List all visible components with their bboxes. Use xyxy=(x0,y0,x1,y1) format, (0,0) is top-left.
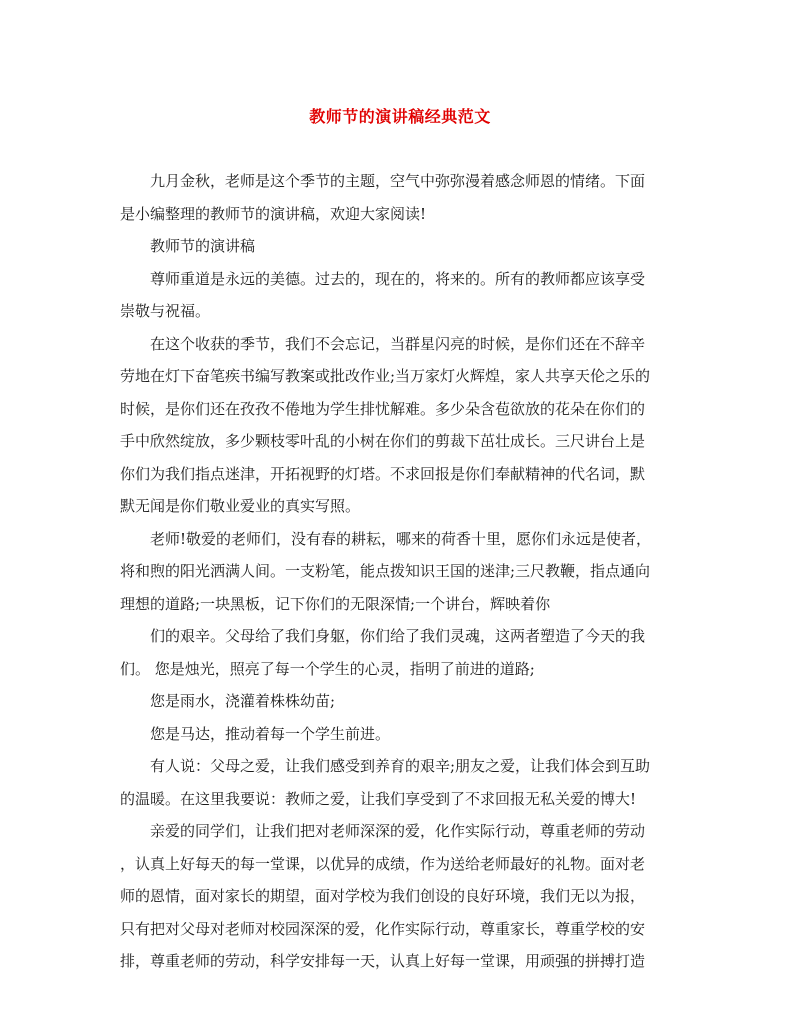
body-line: 九月金秋，老师是这个季节的主题，空气中弥弥漫着感念师恩的情绪。下面 xyxy=(150,172,646,190)
body-line: 时候，是你们还在孜孜不倦地为学生排忧解难。多少朵含苞欲放的花朵在你们的 xyxy=(120,399,646,418)
body-line: 将和煦的阳光洒满人间。一支粉笔，能点拨知识王国的迷津;三尺教鞭，指点通向 xyxy=(120,562,651,580)
body-line: 只有把对父母对老师对校园深深的爱，化作实际行动，尊重家长，尊重学校的安 xyxy=(120,919,646,938)
body-line: 有人说：父母之爱，让我们感受到养育的艰辛;朋友之爱，让我们体会到互助 xyxy=(150,757,651,775)
body-line: 默无闻是你们敬业爱业的真实写照。 xyxy=(120,497,361,515)
body-line: 尊师重道是永远的美德。过去的，现在的，将来的。所有的教师都应该享受 xyxy=(150,269,646,288)
body-line: 们的艰辛。父母给了我们身躯，你们给了我们灵魂，这两者塑造了今天的我 xyxy=(150,627,646,645)
body-line: 是小编整理的教师节的演讲稿，欢迎大家阅读! xyxy=(120,204,427,223)
body-line: 您是马达，推动着每一个学生前进。 xyxy=(150,724,391,743)
body-line: 手中欣然绽放，多少颗枝零叶乱的小树在你们的剪裁下茁壮成长。三尺讲台上是 xyxy=(120,432,646,450)
body-line: 您是雨水，浇灌着株株幼苗; xyxy=(150,692,336,710)
body-line: 理想的道路;一块黑板，记下你们的无限深情;一个讲台，辉映着你 xyxy=(120,594,551,613)
document-body xyxy=(120,165,678,978)
body-line: 教师节的演讲稿 xyxy=(150,237,256,255)
body-line: 劳地在灯下奋笔疾书编写教案或批改作业;当万家灯火辉煌，家人共享天伦之乐的 xyxy=(120,367,651,385)
body-line: 崇敬与祝福。 xyxy=(120,302,211,320)
body-line: 老师!敬爱的老师们，没有春的耕耘，哪来的荷香十里，愿你们永远是使者， xyxy=(150,529,652,548)
body-line: 们。 您是烛光，照亮了每一个学生的心灵，指明了前进的道路; xyxy=(120,659,535,678)
body-line: 亲爱的同学们，让我们把对老师深深的爱，化作实际行动，尊重老师的劳动 xyxy=(150,822,646,840)
body-line: ，认真上好每天的每一堂课，以优异的成绩，作为送给老师最好的礼物。面对老 xyxy=(120,854,646,873)
document-title: 教师节的演讲稿经典范文 xyxy=(309,107,491,126)
body-line: 在这个收获的季节，我们不会忘记，当群星闪亮的时候，是你们还在不辞辛 xyxy=(150,334,646,353)
body-line: 师的恩情，面对家长的期望，面对学校为我们创设的良好环境，我们无以为报， xyxy=(120,887,646,905)
body-line: 的温暖。在这里我要说：教师之爱，让我们享受到了不求回报无私关爱的博大! xyxy=(120,789,637,808)
body-line: 你们为我们指点迷津，开拓视野的灯塔。不求回报是你们奉献精神的代名词，默 xyxy=(120,464,646,483)
body-line: 排，尊重老师的劳动，科学安排每一天，认真上好每一堂课，用顽强的拼搏打造 xyxy=(120,952,646,970)
